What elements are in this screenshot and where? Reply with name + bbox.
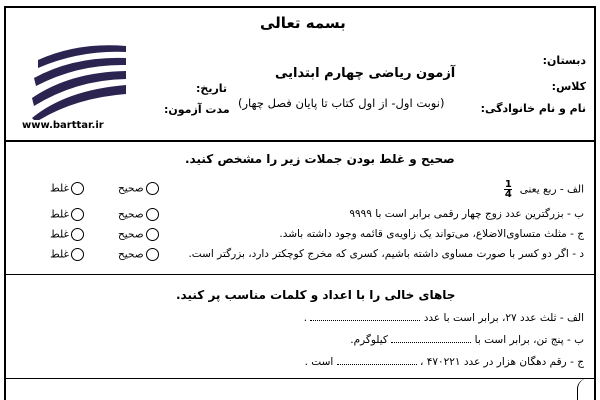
tf-option-false-d[interactable]: غلط [50, 248, 84, 261]
quarter-fraction: $\frac{1}{4}$ [504, 179, 512, 200]
radio-circle-icon[interactable] [146, 182, 159, 195]
exam-subtitle: (نوبت اول- از اول کتاب تا پایان فصل چهار) [238, 96, 445, 110]
radio-circle-icon[interactable] [146, 208, 159, 221]
fill-blank-c: ج - رقم دهگان هزار در عدد ۴۷۰۲۲۱ ، است . [304, 356, 584, 368]
tf-option-false-a[interactable]: غلط [50, 182, 84, 195]
tf-option-true-c[interactable]: صحیح [118, 228, 159, 241]
exam-title: آزمون ریاضی چهارم ابتدایی [275, 66, 456, 81]
section-divider-bottom [4, 378, 596, 379]
tf-question-c: ج - مثلث متساوی‌الاضلاع، می‌تواند یک زاویه‌ی قائمه وجود داشته باشد. [279, 228, 584, 240]
answer-blank-c[interactable] [337, 364, 417, 365]
fill-blank-a: الف - ثلث عدد ۲۷، برابر است با عدد . [303, 312, 584, 324]
tf-question-b: ب - بزرگترین عدد زوج چهار رقمی برابر است با ۹۹۹۹ [349, 208, 584, 220]
tf-option-true-b[interactable]: صحیح [118, 208, 159, 221]
barttar-logo-icon [30, 40, 130, 120]
radio-circle-icon[interactable] [71, 228, 84, 241]
school-label: دبستان: [542, 54, 586, 67]
tf-option-true-a[interactable]: صحیح [118, 182, 159, 195]
bismillah-heading: بسمه تعالی [260, 14, 346, 32]
date-label: تاریخ: [196, 82, 228, 95]
radio-circle-icon[interactable] [71, 208, 84, 221]
tf-question-a-text: الف - ربع یعنی [519, 183, 584, 196]
section1-instruction: صحیح و غلط بودن جملات زیر را مشخص کنید. [185, 152, 455, 166]
header-divider [4, 140, 596, 142]
page-edge-decoration [577, 378, 600, 400]
tf-option-true-d[interactable]: صحیح [118, 248, 159, 261]
website-url: www.barttar.ir [22, 120, 104, 131]
radio-circle-icon[interactable] [71, 248, 84, 261]
tf-option-false-c[interactable]: غلط [50, 228, 84, 241]
section-divider [4, 274, 596, 275]
tf-question-a [500, 180, 584, 199]
section2-instruction: جاهای خالی را با اعداد و کلمات مناسب پر کنید. [176, 288, 456, 302]
student-name-label: نام و نام خانوادگی: [480, 102, 586, 115]
radio-circle-icon[interactable] [146, 228, 159, 241]
answer-blank-a[interactable] [310, 320, 420, 321]
fill-blank-b: ب - پنج تن، برابر است با کیلوگرم. [350, 334, 584, 346]
radio-circle-icon[interactable] [146, 248, 159, 261]
tf-question-d: د - اگر دو کسر با صورت مساوی داشته باشیم، کسری که مخرج کوچکتر دارد، بزرگتر است. [188, 248, 584, 260]
tf-option-false-b[interactable]: غلط [50, 208, 84, 221]
radio-circle-icon[interactable] [71, 182, 84, 195]
answer-blank-b[interactable] [391, 342, 471, 343]
class-label: کلاس: [551, 80, 586, 93]
duration-label: مدت آزمون: [164, 103, 230, 116]
